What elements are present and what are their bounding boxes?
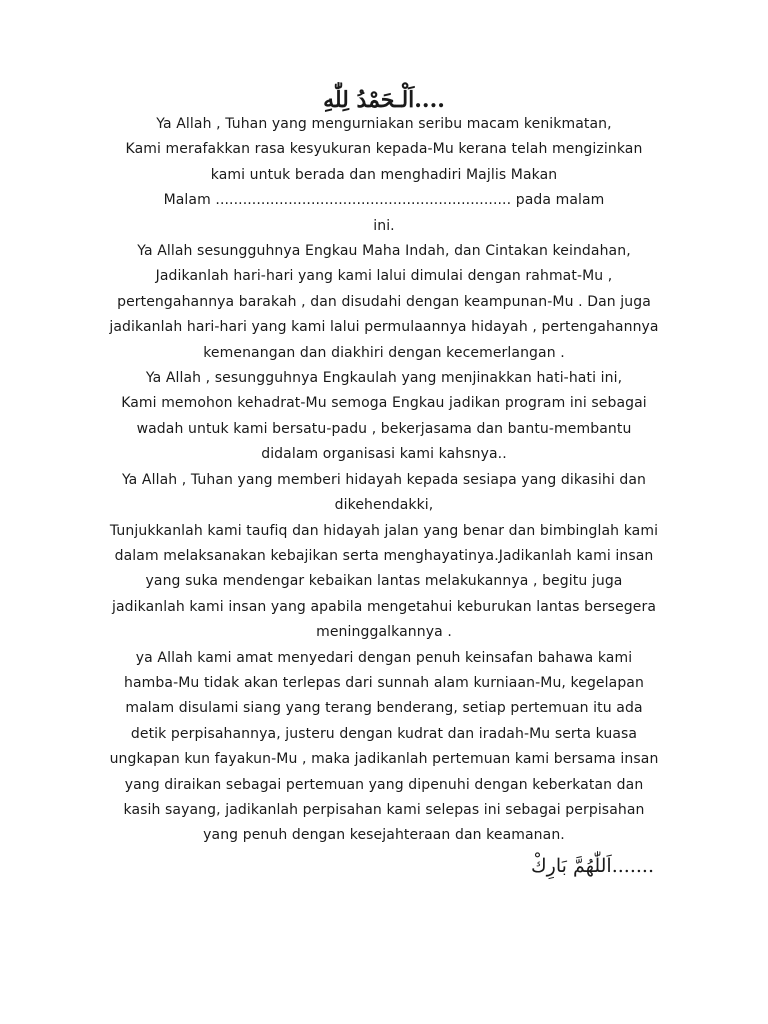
prayer-line: jadikanlah hari-hari yang kami lalui permulaannya hidayah , pertengahannya — [109, 319, 659, 336]
prayer-line: malam disulami siang yang terang benderang, setiap pertemuan itu ada — [125, 700, 643, 717]
prayer-line: ini. — [373, 217, 395, 234]
prayer-line: kasih sayang, jadikanlah perpisahan kami selepas ini sebagai perpisahan — [123, 801, 645, 818]
prayer-line: meninggalkannya . — [316, 624, 452, 641]
prayer-line: kemenangan dan diakhiri dengan kecemerlangan . — [203, 344, 565, 361]
prayer-line: Ya Allah , Tuhan yang mengurniakan seribu macam kenikmatan, — [156, 116, 612, 132]
prayer-line: yang penuh dengan kesejahteraan dan keamanan. — [203, 827, 565, 844]
prayer-line: hamba-Mu tidak akan terlepas dari sunnah alam kurniaan-Mu, kegelapan — [124, 674, 644, 691]
prayer-line: Ya Allah sesungguhnya Engkau Maha Indah, dan Cintakan keindahan, — [137, 243, 631, 260]
prayer-line: dikehendakki, — [334, 497, 434, 514]
prayer-line: yang suka mendengar kebaikan lantas melakukannya , begitu juga — [145, 573, 623, 590]
prayer-line: Ya Allah , sesungguhnya Engkaulah yang menjinakkan hati-hati ini, — [145, 370, 623, 387]
closing-arabic-phrase: .......اَللّٰهُمَّ بَارِكْ — [531, 855, 654, 877]
prayer-line: Jadikanlah hari-hari yang kami lalui dimulai dengan rahmat-Mu , — [155, 268, 613, 285]
prayer-line: wadah untuk kami bersatu-padu , bekerjasama dan bantu-membantu — [136, 420, 632, 437]
prayer-line: ungkapan kun fayakun-Mu , maka jadikanlah pertemuan kami bersama insan — [109, 751, 659, 768]
prayer-line: didalam organisasi kami kahsnya.. — [261, 446, 507, 463]
prayer-line: kami untuk berada dan menghadiri Majlis Makan — [210, 166, 558, 183]
prayer-body — [104, 112, 664, 849]
prayer-line: dalam melaksanakan kebajikan serta menghayatinya.Jadikanlah kami insan — [114, 547, 654, 564]
prayer-line: Kami merafakkan rasa kesyukuran kepada-Mu kerana telah mengizinkan — [125, 141, 643, 158]
prayer-line: Kami memohon kehadrat-Mu semoga Engkau jadikan program ini sebagai — [121, 395, 647, 412]
prayer-line: pertengahannya barakah , dan disudahi dengan keampunan-Mu . Dan juga — [117, 293, 651, 310]
prayer-line: Ya Allah , Tuhan yang memberi hidayah kepada sesiapa yang dikasihi dan — [121, 471, 647, 488]
prayer-line: detik perpisahannya, justeru dengan kudrat dan iradah-Mu serta kuasa — [130, 725, 638, 742]
opening-arabic-heading: ....اَلْـحَمْدُ لِلّٰهِ — [323, 87, 445, 113]
prayer-line: Tunjukkanlah kami taufiq dan hidayah jalan yang benar dan bimbinglah kami — [109, 522, 659, 539]
prayer-line: jadikanlah kami insan yang apabila mengetahui keburukan lantas bersegera — [111, 598, 657, 615]
prayer-line: yang diraikan sebagai pertemuan yang dipenuhi dengan keberkatan dan — [124, 776, 644, 793]
prayer-line: ya Allah kami amat menyedari dengan penuh keinsafan bahawa kami — [135, 649, 633, 666]
prayer-line: Malam ................................................................. pada malam — [163, 192, 605, 209]
